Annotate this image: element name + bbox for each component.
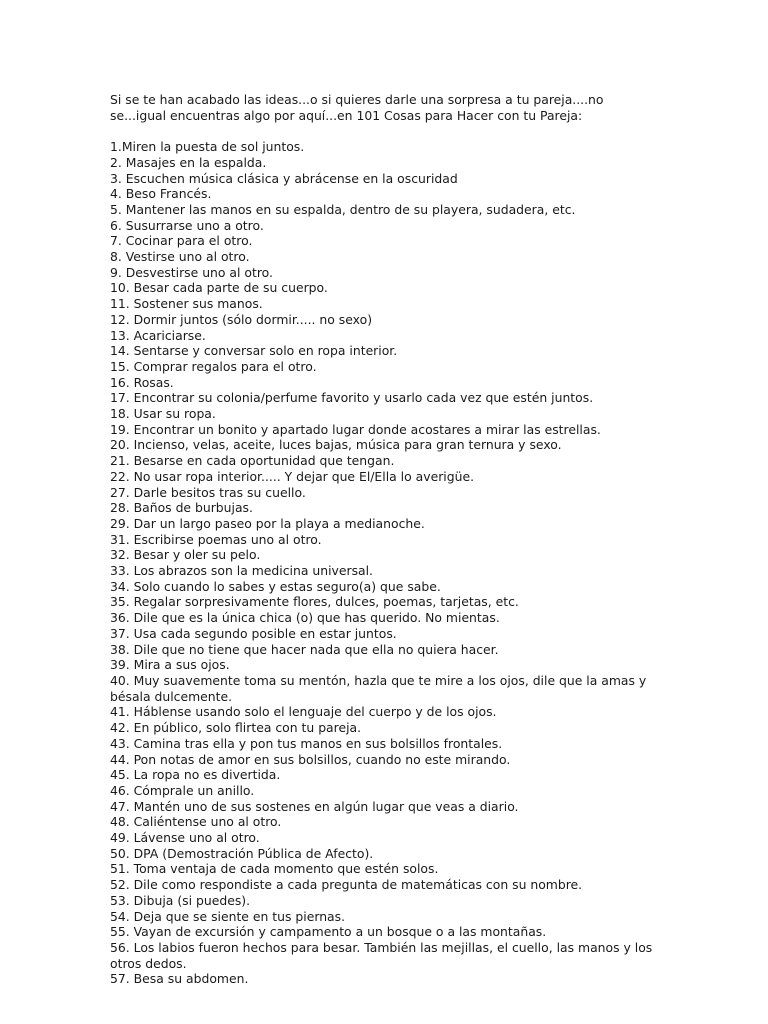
list-item: 49. Lávense uno al otro.: [110, 830, 260, 846]
list-item: 50. DPA (Demostración Pública de Afecto).: [110, 845, 374, 861]
list-item: 4. Beso Francés.: [110, 186, 212, 202]
list-item: 46. Cómprale un anillo.: [110, 782, 255, 798]
list-item: 52. Dile como respondiste a cada pregunta de matemáticas con su nombre.: [110, 877, 583, 893]
list-item: 7. Cocinar para el otro.: [110, 233, 253, 249]
list-item: 34. Solo cuando lo sabes y estas seguro(a) que sabe.: [110, 578, 441, 594]
list-item: 19. Encontrar un bonito y apartado lugar donde acostares a mirar las estrellas.: [110, 421, 601, 437]
list-item: 28. Baños de burbujas.: [110, 500, 253, 516]
list-item: 31. Escribirse poemas uno al otro.: [110, 531, 322, 547]
list-item: 13. Acariciarse.: [110, 327, 206, 343]
list-item: 20. Incienso, velas, aceite, luces bajas, música para gran ternura y sexo.: [110, 437, 562, 453]
list-item: 15. Comprar regalos para el otro.: [110, 358, 317, 374]
list-item: 53. Dibuja (si puedes).: [110, 892, 251, 908]
list-item: 33. Los abrazos son la medicina universal.: [110, 563, 373, 579]
list-item: 32. Besar y oler su pelo.: [110, 547, 261, 563]
list-item: 14. Sentarse y conversar solo en ropa interior.: [110, 343, 398, 359]
list-item: 45. La ropa no es divertida.: [110, 767, 281, 783]
list-item: 22. No usar ropa interior..... Y dejar que El/Ella lo averigüe.: [110, 468, 475, 484]
list-item: 42. En público, solo flirtea con tu pareja.: [110, 720, 362, 736]
list-item: 3. Escuchen música clásica y abrácense en la oscuridad: [110, 170, 458, 186]
document-page: [110, 92, 662, 987]
list-item: 39. Mira a sus ojos.: [110, 657, 230, 673]
list-item: 40. Muy suavemente toma su mentón, hazla que te mire a los ojos, dile que la amas y bésala dulcemente.: [110, 673, 647, 704]
list-item: 17. Encontrar su colonia/perfume favorito y usarlo cada vez que estén juntos.: [110, 390, 594, 406]
list-item: 51. Toma ventaja de cada momento que estén solos.: [110, 861, 439, 877]
list-item: 21. Besarse en cada oportunidad que tengan.: [110, 453, 395, 469]
list-item: 11. Sostener sus manos.: [110, 296, 263, 312]
list-item: 57. Besa su abdomen.: [110, 971, 249, 987]
list-item: 1.Miren la puesta de sol juntos.: [110, 139, 305, 155]
list-item: 56. Los labios fueron hechos para besar. También las mejillas, el cuello, las manos y los otros dedos.: [110, 939, 653, 971]
list-item: 54. Deja que se siente en tus piernas.: [110, 908, 346, 924]
list-item: 35. Regalar sorpresivamente flores, dulces, poemas, tarjetas, etc.: [110, 594, 519, 610]
list-item: 10. Besar cada parte de su cuerpo.: [110, 280, 328, 296]
list-item: 37. Usa cada segundo posible en estar juntos.: [110, 625, 397, 641]
list-item: 2. Masajes en la espalda.: [110, 154, 267, 170]
list-item: 47. Mantén uno de sus sostenes en algún lugar que veas a diario.: [110, 798, 519, 814]
list-item: 6. Susurrarse uno a otro.: [110, 217, 264, 233]
list-item: 41. Háblense usando solo el lenguaje del cuerpo y de los ojos.: [110, 704, 497, 720]
activity-list: [110, 139, 662, 987]
list-item: 27. Darle besitos tras su cuello.: [110, 484, 306, 500]
intro-paragraph: Si se te han acabado las ideas...o si quieres darle una sorpresa a tu pareja....no se...igual encuentras algo por aquí...en 101 Cosas para Hacer con tu Pareja:: [110, 92, 604, 123]
list-item: 29. Dar un largo paseo por la playa a medianoche.: [110, 515, 425, 531]
list-item: 44. Pon notas de amor en sus bolsillos, cuando no este mirando.: [110, 751, 511, 767]
list-item: 48. Caliéntense uno al otro.: [110, 814, 282, 830]
list-item: 38. Dile que no tiene que hacer nada que ella no quiera hacer.: [110, 641, 499, 657]
list-item: 5. Mantener las manos en su espalda, dentro de su playera, sudadera, etc.: [110, 201, 576, 217]
list-item: 9. Desvestirse uno al otro.: [110, 264, 273, 280]
list-item: 12. Dormir juntos (sólo dormir..... no sexo): [110, 311, 373, 327]
list-item: 55. Vayan de excursión y campamento a un bosque o a las montañas.: [110, 924, 547, 940]
list-item: 8. Vestirse uno al otro.: [110, 249, 250, 265]
list-item: 36. Dile que es la única chica (o) que has querido. No mientas.: [110, 610, 500, 626]
list-item: 18. Usar su ropa.: [110, 406, 216, 422]
list-item: 43. Camina tras ella y pon tus manos en sus bolsillos frontales.: [110, 735, 503, 751]
list-item: 16. Rosas.: [110, 374, 174, 390]
